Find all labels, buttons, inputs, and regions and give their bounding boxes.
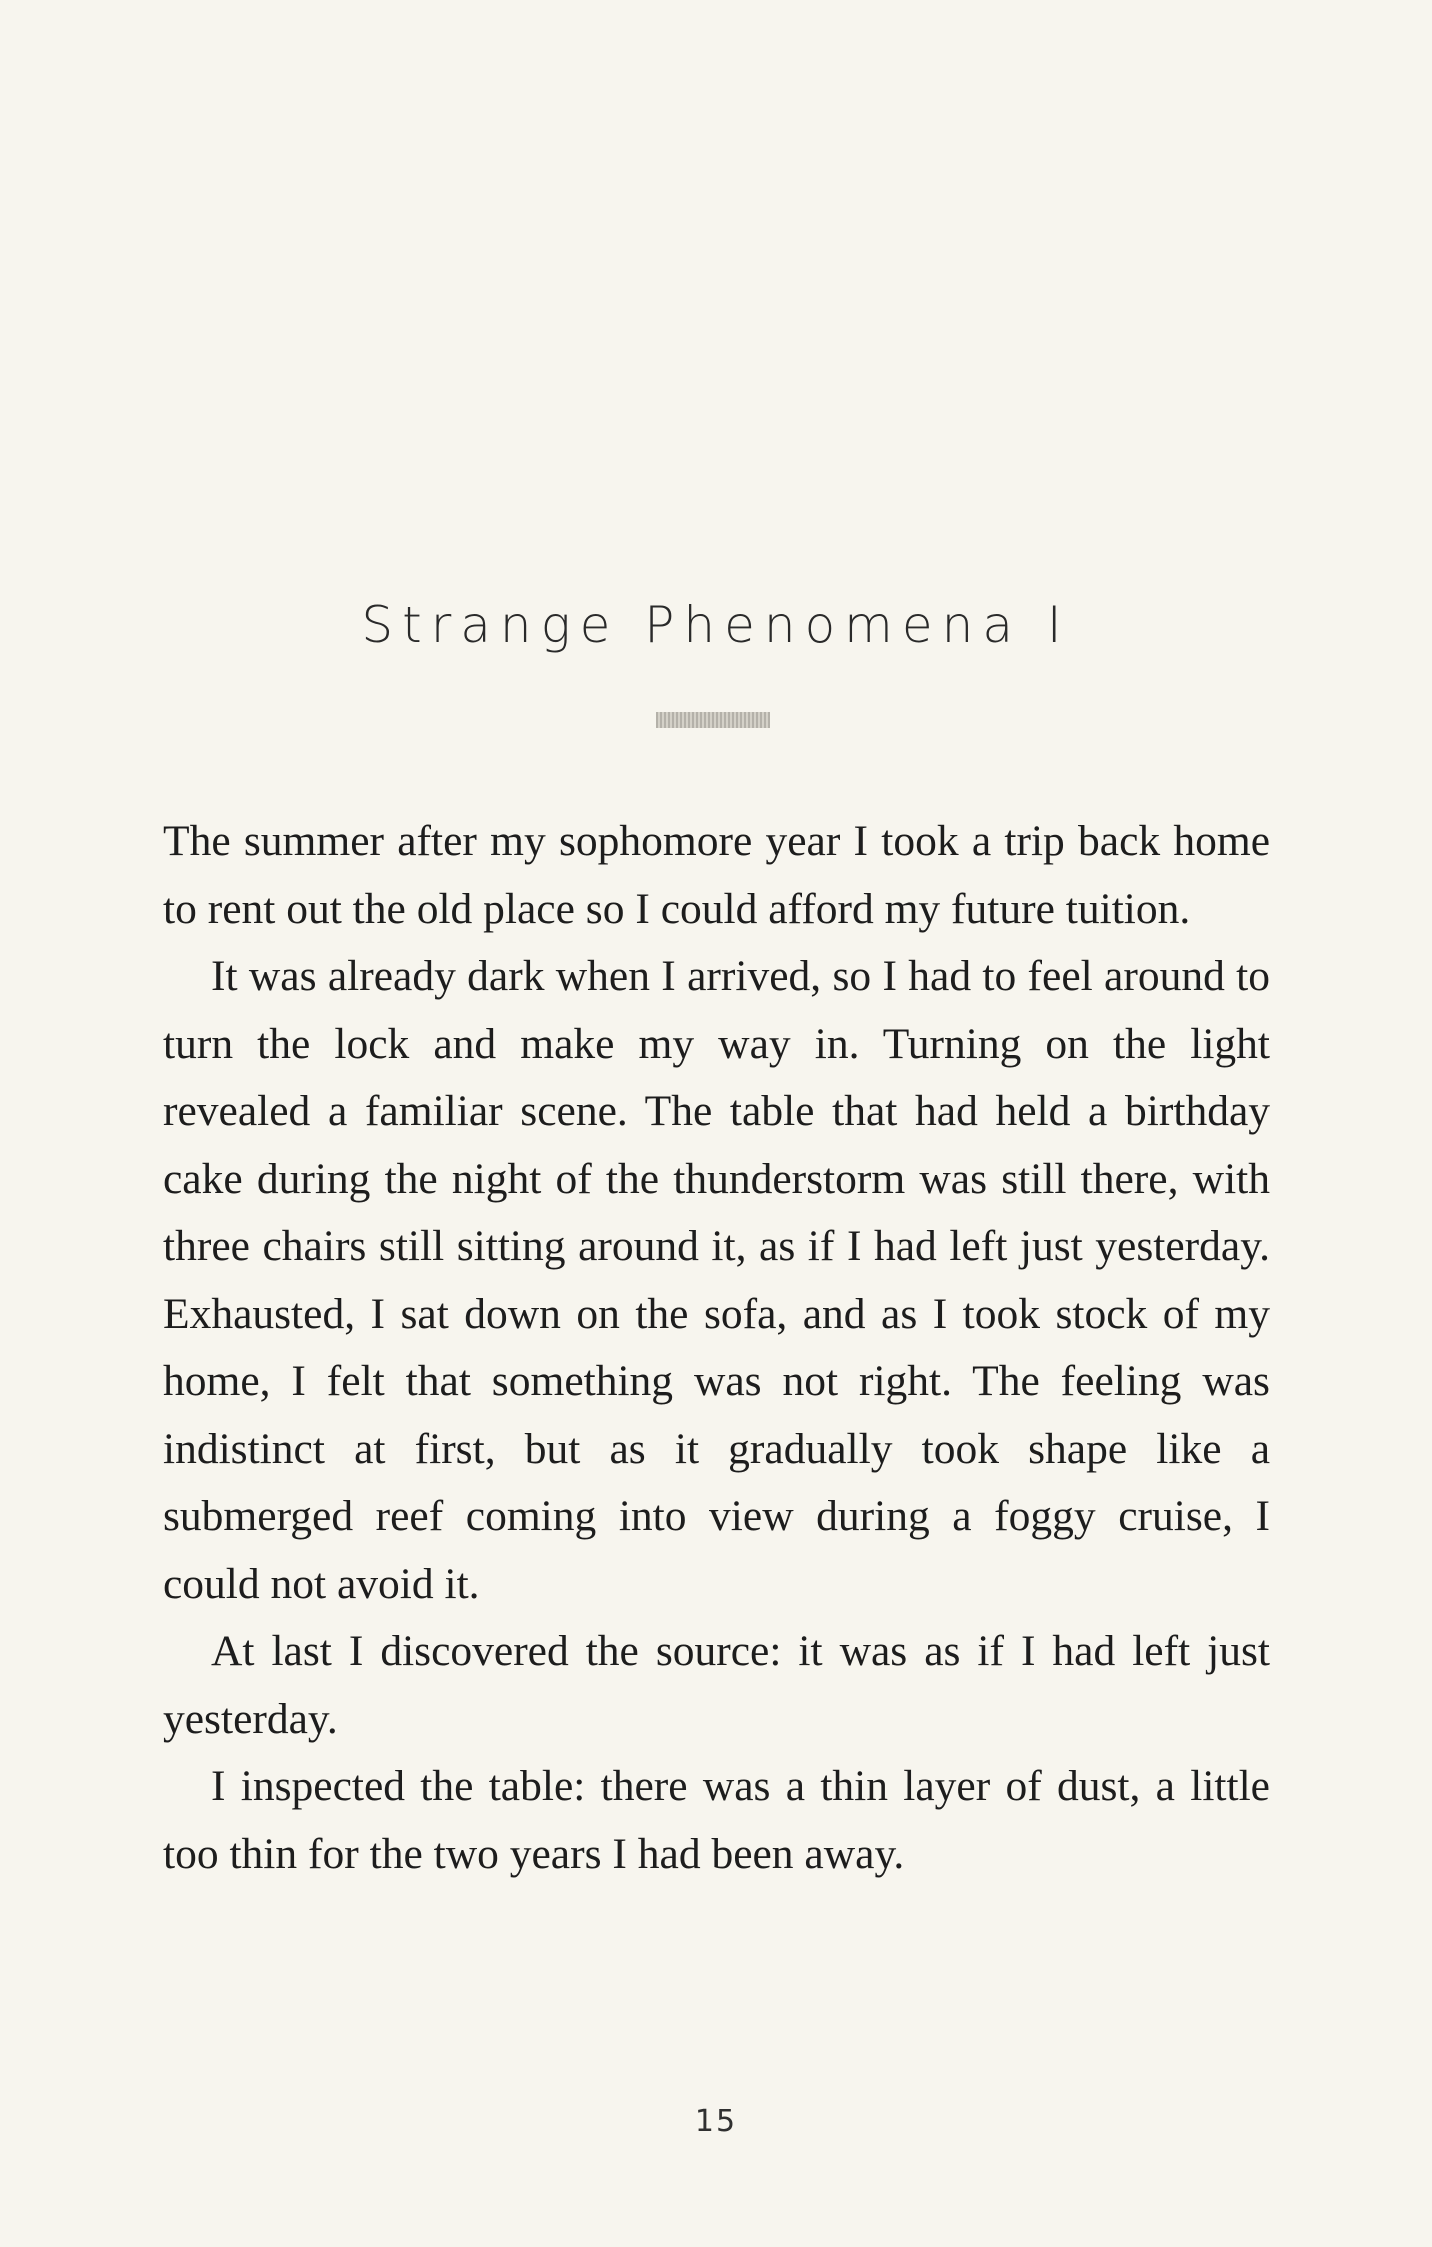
paragraph: I inspected the table: there was a thin layer of dust, a little too thin for the two years I had been away. [163,1762,1270,1878]
paragraph: It was already dark when I arrived, so I had to feel around to turn the lock and make my way in. Turning on the light revealed a familiar scene. The table that had held a birthday cake during the night of the thunderstorm was still there, with three chairs still sitting around it, as if I had left just yesterday. Exhausted, I sat down on the sofa, and as I took stock of my home, I felt that something was not right. The feeling was indistinct at first, but as it gradually took shape like a submerged reef coming into view during a foggy cruise, I could not avoid it. [163,952,1270,1608]
chapter-title: Strange Phenomena I [361,596,1071,654]
paragraph: At last I discovered the source: it was as if I had left just yesterday. [163,1627,1270,1743]
paragraph: The summer after my sophomore year I took a trip back home to rent out the old place so I could afford my future tuition. [163,817,1270,933]
body-text [163,808,1270,1888]
page-number: 15 [694,2104,738,2139]
chapter-ornament [656,712,770,728]
